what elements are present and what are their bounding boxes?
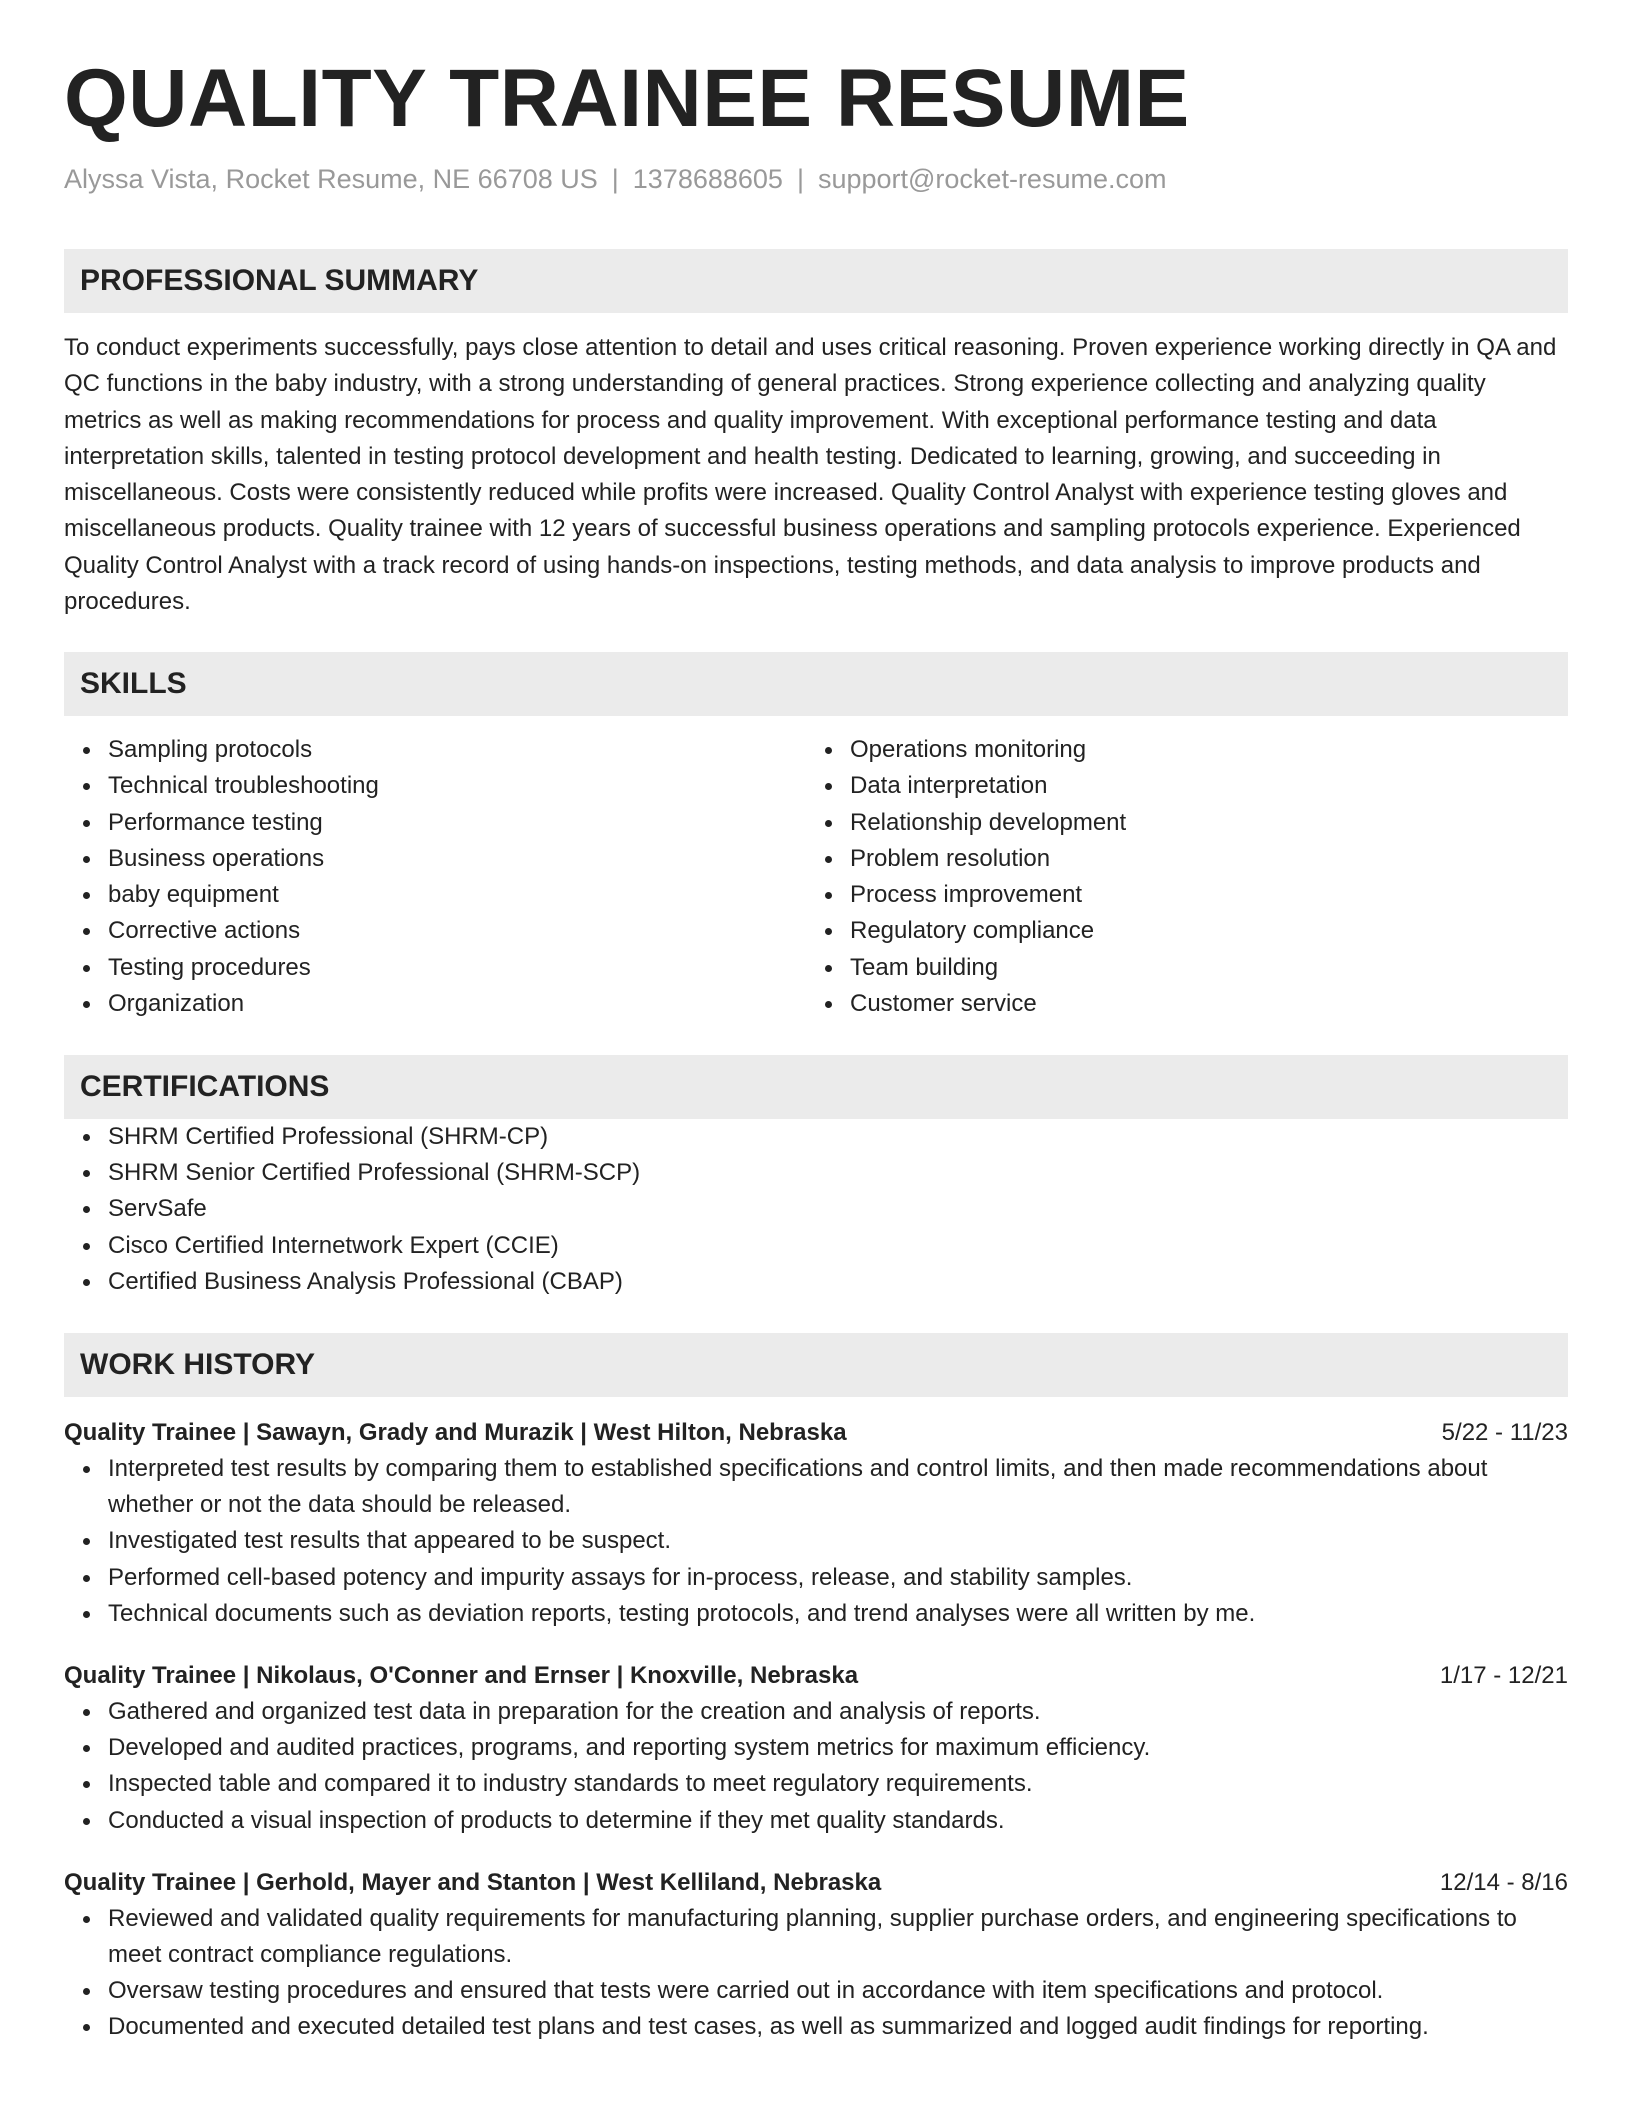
work-history-heading: WORK HISTORY <box>64 1333 1568 1397</box>
job-dates: 1/17 - 12/21 <box>1439 1661 1568 1689</box>
skills-heading: SKILLS <box>64 652 1568 716</box>
skills-grid <box>64 732 1568 1022</box>
summary-heading: PROFESSIONAL SUMMARY <box>64 249 1568 313</box>
contact-line <box>64 161 1568 197</box>
job-entry <box>64 1865 1568 2046</box>
certifications-list <box>64 1119 1568 1300</box>
certifications-heading: CERTIFICATIONS <box>64 1055 1568 1119</box>
skill-item: Team building <box>850 950 1548 986</box>
job-header <box>64 1865 1568 1901</box>
skill-item: Testing procedures <box>108 950 806 986</box>
contact-address: Alyssa Vista, Rocket Resume, NE 66708 US <box>64 163 598 194</box>
job-bullets <box>64 1901 1568 2046</box>
resume-title: QUALITY TRAINEE RESUME <box>64 53 1190 144</box>
job-bullets <box>64 1451 1568 1632</box>
job-bullets <box>64 1694 1568 1839</box>
contact-separator: | <box>796 163 804 194</box>
job-bullet: Performed cell-based potency and impurity assays for in-process, release, and stability samples. <box>108 1560 1568 1596</box>
certification-item: SHRM Certified Professional (SHRM-CP) <box>108 1119 1568 1155</box>
contact-separator: | <box>611 163 619 194</box>
contact-phone: 1378688605 <box>632 163 783 194</box>
skill-item: Data interpretation <box>850 768 1548 804</box>
skills-column-right <box>806 732 1548 1022</box>
job-bullet: Investigated test results that appeared to be suspect. <box>108 1523 1568 1559</box>
summary-text: To conduct experiments successfully, pays close attention to detail and uses critical reasoning. Proven experience working directly in QA and QC functions in the baby industry, with a strong understanding of general practices. Strong experience collecting and analyzing quality metrics as well as making recommendations for process and quality improvement. With exceptional performance testing and data interpretation skills, talented in testing protocol development and health testing. Dedicated to learning, growing, and succeeding in miscellaneous. Costs were consistently reduced while profits were increased. Quality Control Analyst with experience testing gloves and miscellaneous products. Quality trainee with 12 years of successful business operations and sampling protocols experience. Experienced Quality Control Analyst with a track record of using hands-on inspections, testing methods, and data analysis to improve products and procedures. <box>64 333 1557 615</box>
job-entry <box>64 1658 1568 1839</box>
certification-item: Certified Business Analysis Professional (CBAP) <box>108 1264 1568 1300</box>
job-title: Quality Trainee | Sawayn, Grady and Murazik | West Hilton, Nebraska <box>64 1418 847 1446</box>
certification-item: SHRM Senior Certified Professional (SHRM-SCP) <box>108 1155 1568 1191</box>
skill-item: Sampling protocols <box>108 732 806 768</box>
job-header <box>64 1415 1568 1451</box>
skill-item: Customer service <box>850 986 1548 1022</box>
job-bullet: Conducted a visual inspection of products to determine if they met quality standards. <box>108 1803 1568 1839</box>
job-dates: 5/22 - 11/23 <box>1441 1418 1568 1446</box>
skill-item: Technical troubleshooting <box>108 768 806 804</box>
skill-item: Relationship development <box>850 805 1548 841</box>
job-title: Quality Trainee | Nikolaus, O'Conner and Ernser | Knoxville, Nebraska <box>64 1661 859 1689</box>
skill-item: Business operations <box>108 841 806 877</box>
job-bullet: Reviewed and validated quality requirements for manufacturing planning, supplier purchase orders, and engineering specifications to meet contract compliance regulations. <box>108 1901 1568 1973</box>
job-title: Quality Trainee | Gerhold, Mayer and Stanton | West Kelliland, Nebraska <box>64 1868 882 1896</box>
job-bullet: Interpreted test results by comparing them to established specifications and control limits, and then made recommendations about whether or not the data should be released. <box>108 1451 1568 1523</box>
skill-item: Process improvement <box>850 877 1548 913</box>
job-bullet: Documented and executed detailed test plans and test cases, as well as summarized and logged audit findings for reporting. <box>108 2009 1568 2045</box>
job-header <box>64 1658 1568 1694</box>
certification-item: ServSafe <box>108 1191 1568 1227</box>
skill-item: Organization <box>108 986 806 1022</box>
job-bullet: Oversaw testing procedures and ensured that tests were carried out in accordance with item specifications and protocol. <box>108 1973 1568 2009</box>
skills-list-right <box>806 732 1548 1022</box>
skill-item: baby equipment <box>108 877 806 913</box>
skill-item: Corrective actions <box>108 913 806 949</box>
skills-list-left <box>64 732 806 1022</box>
job-bullet: Inspected table and compared it to industry standards to meet regulatory requirements. <box>108 1766 1568 1802</box>
job-entry <box>64 1415 1568 1632</box>
skill-item: Regulatory compliance <box>850 913 1548 949</box>
skill-item: Operations monitoring <box>850 732 1548 768</box>
contact-email: support@rocket-resume.com <box>817 163 1167 194</box>
skills-column-left <box>64 732 806 1022</box>
job-bullet: Developed and audited practices, programs, and reporting system metrics for maximum efficiency. <box>108 1730 1568 1766</box>
job-bullet: Technical documents such as deviation reports, testing protocols, and trend analyses were all written by me. <box>108 1596 1568 1632</box>
skill-item: Performance testing <box>108 805 806 841</box>
certification-item: Cisco Certified Internetwork Expert (CCIE) <box>108 1228 1568 1264</box>
skill-item: Problem resolution <box>850 841 1548 877</box>
job-dates: 12/14 - 8/16 <box>1439 1868 1568 1896</box>
job-bullet: Gathered and organized test data in preparation for the creation and analysis of reports. <box>108 1694 1568 1730</box>
